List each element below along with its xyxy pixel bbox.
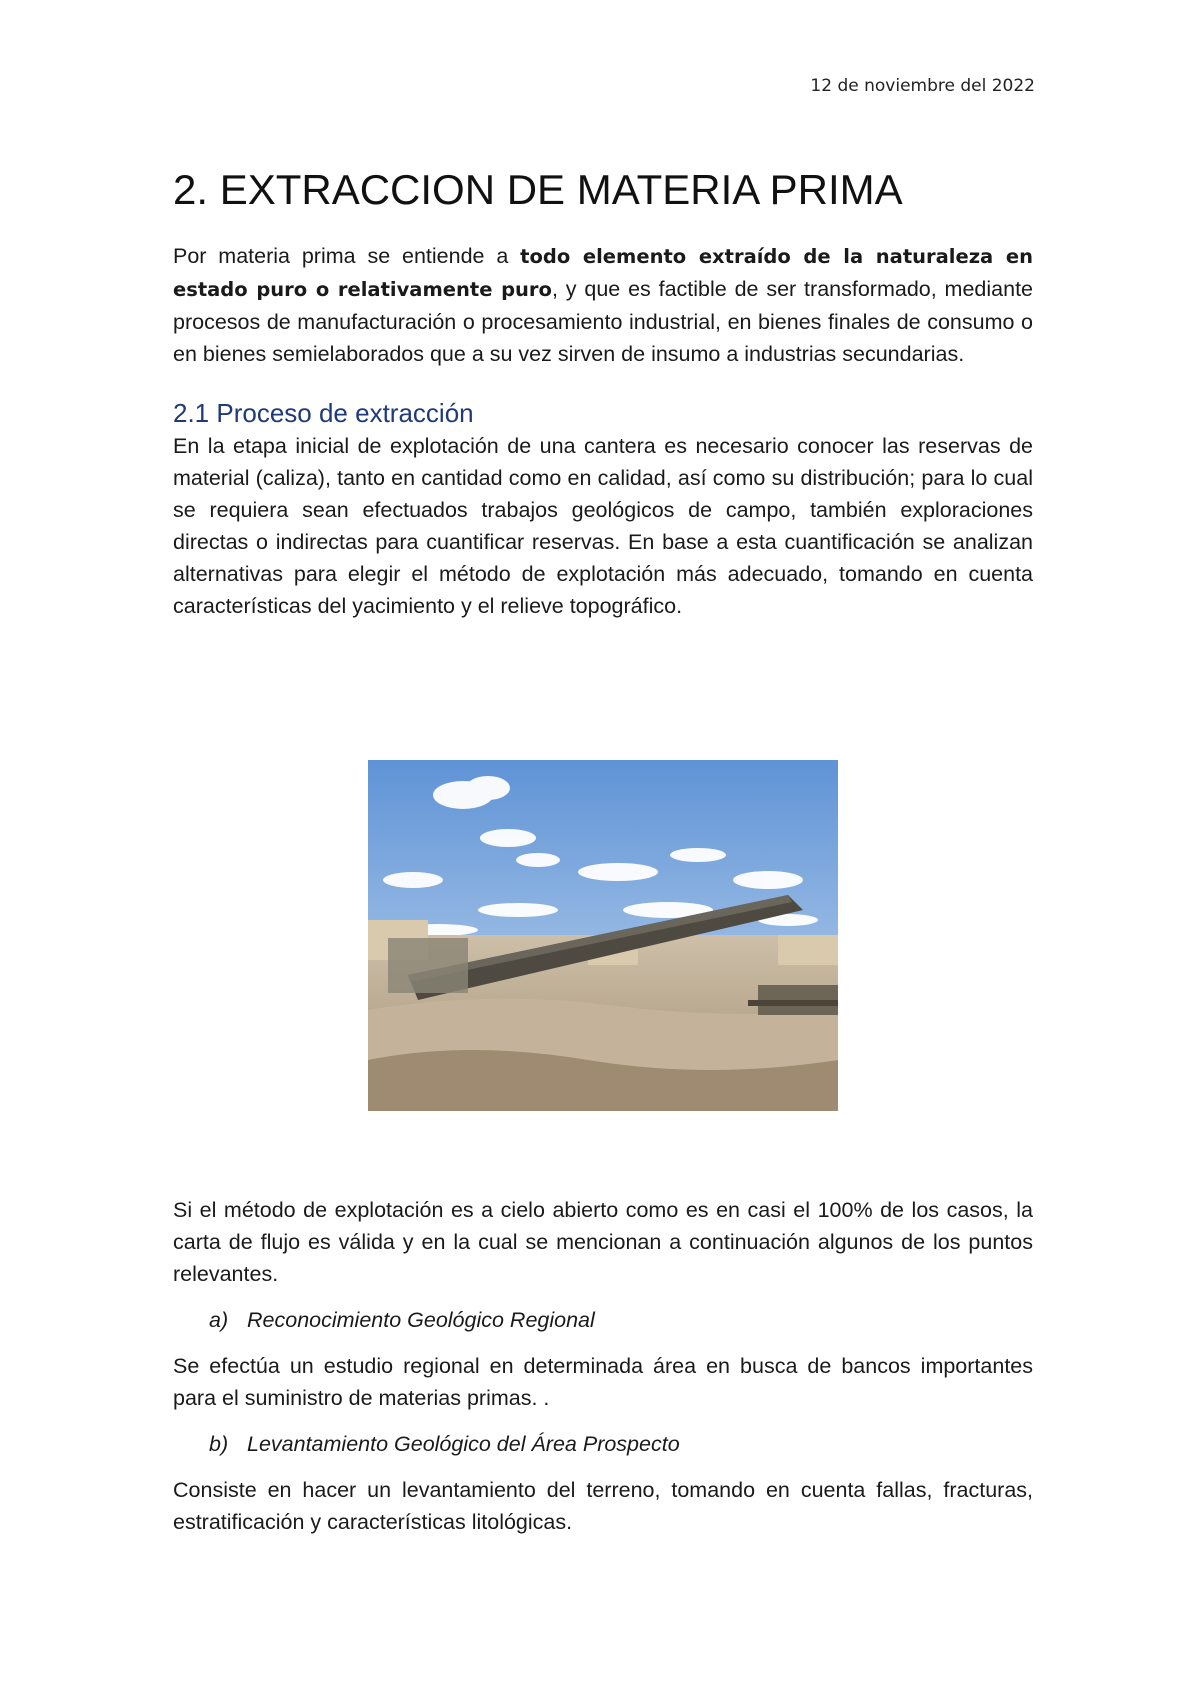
- lower-content: [173, 1194, 1033, 1538]
- header-date: 12 de noviembre del 2022: [810, 76, 1035, 96]
- section-heading: 2.1 Proceso de extracción: [173, 398, 474, 428]
- intro-lead: Por materia prima se entiende a: [173, 244, 521, 268]
- list-marker-a: a): [209, 1308, 229, 1332]
- survey-paragraph: Consiste en hacer un levantamiento del terreno, tomando en cuenta fallas, fracturas, estratificación y características litológicas.: [173, 1478, 1033, 1534]
- intro-paragraph: [173, 240, 1033, 370]
- list-item-b: [209, 1428, 1033, 1460]
- list-text-b: Levantamiento Geológico del Área Prospecto: [247, 1432, 680, 1456]
- regional-study-paragraph: Se efectúa un estudio regional en determinada área en busca de bancos importantes para el suministro de materias primas. .: [173, 1354, 1033, 1410]
- main-content: [173, 166, 1033, 622]
- section-body: En la etapa inicial de explotación de una cantera es necesario conocer las reservas de material (caliza), tanto en cantidad como en calidad, así como su distribución; para lo cual se requiera sean efectuados trabajos geológicos de campo, también exploraciones directas o indirectas para cuantificar reservas. En base a esta cuantificación se analizan alternativas para elegir el método de explotación más adecuado, tomando en cuenta características del yacimiento y el relieve topográfico.: [173, 434, 1033, 618]
- quarry-photo: [368, 760, 838, 1111]
- list-marker-b: b): [209, 1432, 229, 1456]
- list-item-a: [209, 1304, 1033, 1336]
- list-text-a: Reconocimiento Geológico Regional: [247, 1308, 595, 1332]
- open-pit-paragraph: Si el método de explotación es a cielo abierto como es en casi el 100% de los casos, la carta de flujo es válida y en la cual se mencionan a continuación algunos de los puntos relevantes.: [173, 1198, 1033, 1286]
- intro-bold: todo elemento extraído de la naturaleza en estado puro o relativamente puro: [173, 245, 1033, 301]
- quarry-photo-image: [368, 760, 838, 1111]
- page-title: 2. EXTRACCION DE MATERIA PRIMA: [173, 166, 903, 213]
- intro-rest: , y que es factible de ser transformado, mediante procesos de manufacturación o procesamiento industrial, en bienes finales de consumo o en bienes semielaborados que a su vez sirven de insumo a industrias secundarias.: [173, 277, 1033, 366]
